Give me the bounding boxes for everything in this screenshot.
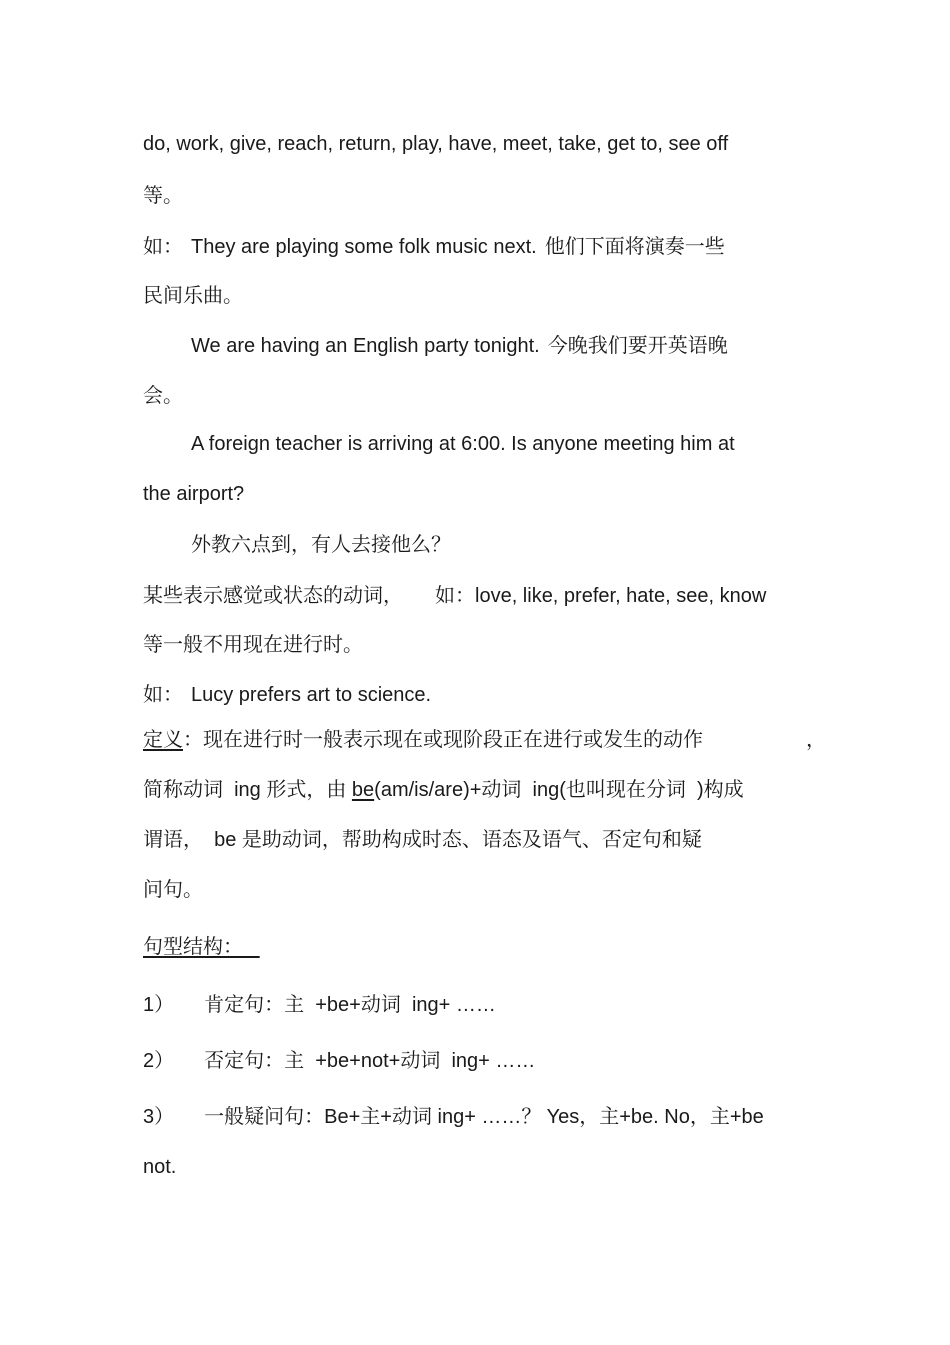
structure-item-1 — [143, 991, 496, 1019]
note-verbs: 如：love, like, prefer, hate, see, know — [435, 585, 767, 607]
text-line-8: the airport? — [143, 483, 245, 505]
item-text: 肯定句：主 +be+动词 ing+ …… — [204, 994, 496, 1016]
text-line-1: do, work, give, reach, return, play, have, meet, take, get to, see off — [143, 133, 729, 155]
item-number: 2） — [143, 1050, 175, 1072]
text-line-15: 谓语， be 是助动词，帮助构成时态、语态及语气、否定句和疑 — [143, 829, 702, 851]
example-english: We are having an English party tonight. — [191, 335, 540, 357]
definition-comma: ， — [806, 729, 826, 751]
item-text: 否定句：主 +be+not+动词 ing+ …… — [204, 1050, 536, 1072]
item-number: 1） — [143, 994, 175, 1016]
example-chinese: 他们下面将演奏一些 — [544, 236, 725, 258]
item-number: 3） — [143, 1106, 175, 1128]
be-term: be — [351, 779, 375, 801]
note-chinese: 某些表示感觉或状态的动词， — [143, 585, 403, 607]
example-chinese: 今晚我们要开英语晚 — [547, 335, 728, 357]
example-prefix: 如： — [143, 236, 183, 258]
structure-item-2 — [143, 1047, 535, 1075]
example-english: Lucy prefers art to science. — [191, 684, 432, 706]
example-line-1 — [143, 233, 725, 261]
text-segment: 简称动词 ing 形式，由 — [143, 779, 352, 801]
example-line-3: A foreign teacher is arriving at 6:00. Is anyone meeting him at — [191, 433, 735, 455]
structure-item-3 — [143, 1103, 764, 1131]
text-segment: (am/is/are)+动词 ing(也叫现在分词 )构成 — [374, 779, 744, 801]
text-line-14 — [143, 776, 744, 804]
note-line — [143, 582, 766, 610]
section-heading: 句型结构： — [143, 936, 260, 958]
item-text: 一般疑问句：Be+主+动词 ing+ ……？ Yes，主+be. No，主+be — [204, 1106, 764, 1128]
example-line-2 — [191, 332, 728, 360]
text-line-21: not. — [143, 1156, 177, 1178]
text-line-16: 问句。 — [143, 879, 203, 901]
text-line-9: 外教六点到，有人去接他么？ — [191, 534, 451, 556]
text-line-11: 等一般不用现在进行时。 — [143, 634, 363, 656]
definition-label: 定义 — [143, 729, 183, 751]
example-line-4 — [143, 681, 431, 709]
text-line-6: 会。 — [143, 385, 183, 407]
example-english: They are playing some folk music next. — [191, 236, 537, 258]
example-prefix: 如： — [143, 684, 183, 706]
text-line-2: 等。 — [143, 185, 183, 207]
definition-line — [143, 726, 826, 754]
definition-text: ：现在进行时一般表示现在或现阶段正在进行或发生的动作 — [183, 729, 703, 751]
text-line-4: 民间乐曲。 — [143, 285, 243, 307]
